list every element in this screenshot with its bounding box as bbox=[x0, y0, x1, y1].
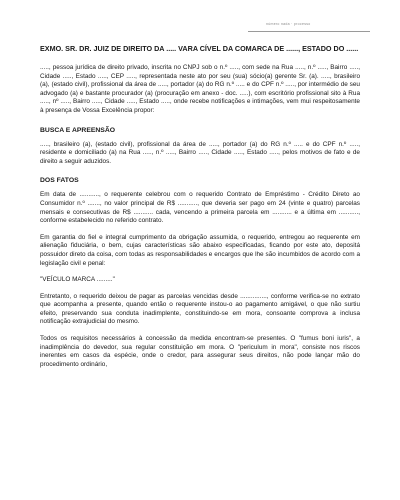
court-address-heading: EXMO. SR. DR. JUIZ DE DIREITO DA ..... VARA CÍVEL DA COMARCA DE ......, ESTADO DO ...... bbox=[40, 44, 359, 53]
protocol-stamp bbox=[248, 20, 370, 32]
facts-paragraph-1: Em data de ..........., o requerente celebrou com o requerido Contrato de Empréstimo - Crédito Direto ao Consumidor n.º ......., no valor principal de R$ ..........., que deveria ser pago em 24 (vinte e quatro) parcelas mensais e consecutivas de R$ ........... cada, vencendo a primeira parcela em ........... e a última em ..........., conforme estabelecido no referido contrato. bbox=[40, 191, 360, 225]
stamp-text: número nada · processo bbox=[266, 22, 311, 26]
section-title-busca: BUSCA E APREENSÃO bbox=[40, 126, 116, 134]
facts-paragraph-4: Todos os requisitos necessários à concessão da medida encontram-se presentes. O "fumus boni iuris", a inadimplência do devedor, sua regular constituição em mora. O "periculum in mora", consiste nos riscos inerentes em casos da espécie, onde o credor, para assegurar seus direitos, não pode lançar mão do procedimento ordinário, bbox=[40, 335, 360, 368]
facts-paragraph-3: Entretanto, o requerido deixou de pagar as parcelas vencidas desde ..............., conforme verifica-se no extrato que acompanha a presente, quando então o requerente instou-o ao pagamento amigável, o que não surtiu efeito, preservando sua conduta inadimplente, constituindo-se em mora, consoante comprova a inclusa notificação extrajudicial do mesmo. bbox=[40, 292, 360, 326]
section-title-fatos: DOS FATOS bbox=[40, 177, 79, 185]
facts-paragraph-2: Em garantia do fiel e integral cumprimento da obrigação assumida, o requerido, entregou ao requerente em alienação fiduciária, o bem, cujas características são abaixo especificadas, ficando por este ato, depositá possuidor direto da coisa, com todas as responsabilidades e encargos que lhe são incumbidos de acordo com a legislação civil e penal: bbox=[40, 233, 360, 267]
intro-paragraph: ....., pessoa jurídica de direito privado, inscrita no CNPJ sob o n.º ....., com sede na Rua ....., n.º ....., Bairro ....., Cidade ....., Estado ....., CEP ....., representada neste ato por seu (sua) sócio(a) gerente Sr. (a). ....., brasileiro (a), (estado civil), profissional da área de ....., portador (a) do RG n.º ..... e do CPF n.º ....., por intermédio de seu advogado (a) e bastante procurador (a) (procuração em anexo - doc. .....), com escritório profissional sito à Rua ....., nº ....., Bairro ....., Cidade ....., Estado ....., onde recebe notificações e intimações, vem mui respeitosamente à presença de Vossa Excelência propor: bbox=[40, 64, 360, 114]
defendant-paragraph: ....., brasileiro (a), (estado civil), profissional da área de ....., portador (a) do RG n.º ..... e do CPF n.º ....., residente e domiciliado (a) na Rua ....., n.º ....., Bairro ....., Cidade ....., Estado ....., pelos motivos de fato e de direito a seguir aduzidos. bbox=[40, 140, 360, 165]
vehicle-description: "VEÍCULO MARCA ........." bbox=[40, 276, 115, 284]
